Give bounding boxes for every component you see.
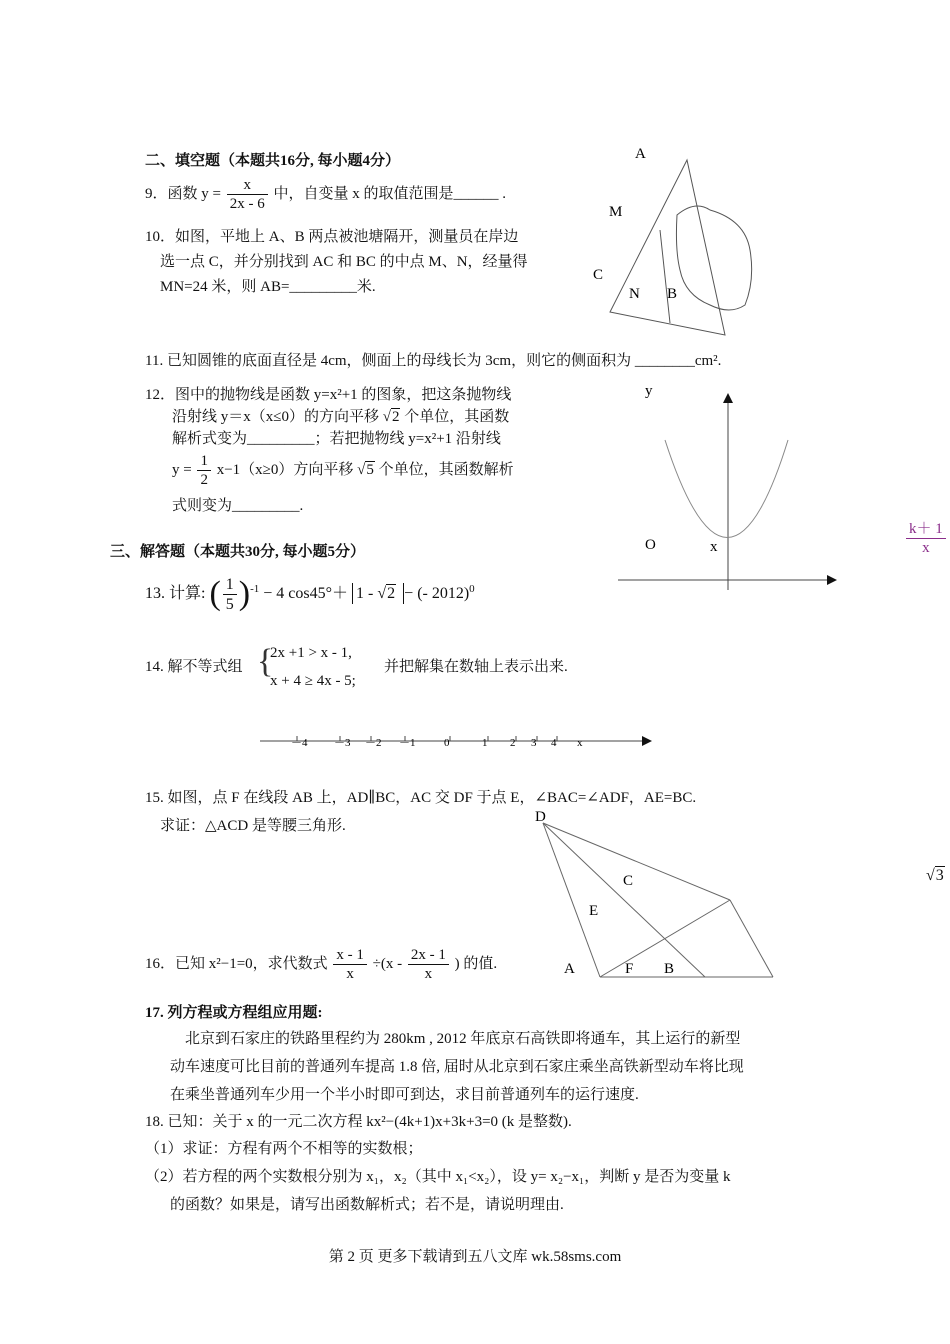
page-footer: 第 2 页 更多下载请到五八文库 wk.58sms.com [328,1249,622,1265]
graph-origin-label: O [645,537,656,553]
q18-line1: 18. 已知：关于 x 的一元二次方程 kx²−(4k+1)x+3k+3=0 (k 是整数). [145,1114,572,1130]
graph-x-label: x [710,539,718,555]
absolute-value: 1 - √2 [352,583,404,604]
number-line-tick-label: 4 [551,737,557,749]
number-line-tick-label: －2 [365,737,382,749]
question-13: 13. 计算: ( $\frac{1}{5}$ )$^{-1}$ − 4 cos45°＋ 1 - √2 − (- 2012)$^0$ [145,575,475,613]
number-line-tick-label: －3 [334,737,351,749]
q10-line1: 10．如图，平地上 A、B 两点被池塘隔开，测量员在岸边 [145,229,519,245]
number-line-ticks [291,736,583,749]
q10-line2: 选一点 C，并分别找到 AC 和 BC 的中点 M、N，经量得 [160,254,528,270]
triangle-abc [610,160,725,335]
segment-da [543,823,600,977]
number-line-tick-label: 0 [444,737,450,749]
q17-para1: 北京到石家庄的铁路里程约为 280km , 2012 年底京石高铁即将通车，其上运行的新型 [185,1031,741,1047]
pond-outline [676,206,751,310]
q12-line2: 沿射线 y＝x（x≤0）的方向平移 √2 个单位，其函数 [172,409,510,425]
q18-line3: （2）若方程的两个实数根分别为 x₁，x₂（其中 x₁<x₂），设 y= x₂−x₁，判断 y 是否为变量 k [145,1169,731,1185]
q15-line1: 15. 如图，点 F 在线段 AB 上，AD∥BC，AC 交 DF 于点 E，∠BAC=∠ADF，AE=BC. [145,790,697,806]
q17-para3: 在乘坐普通列车少用一个半小时即可到达，求目前普通列车的运行速度. [170,1087,639,1103]
q12-line3: 解析式变为_________；若把抛物线 y=x²+1 沿射线 [172,431,501,447]
q12-line1: 12．图中的抛物线是函数 y=x²+1 的图象，把这条抛物线 [145,387,512,403]
q14-inequality-1: 2x +1 > x - 1, [270,645,352,661]
q17-title: 17. 列方程或方程组应用题: [145,1005,323,1021]
q14-label: 14. 解不等式组 [145,659,243,675]
section2-heading: 二、填空题（本题共16分, 每小题4分） [145,153,401,169]
margin-sqrt: √3 [926,867,944,884]
parabola-graph [610,375,845,595]
segment-dc [543,823,730,900]
number-line-tick-label: －4 [291,737,308,749]
question-16: 16．已知 x²−1=0，求代数式 $\frac{x - 1}{x}$ ÷(x - $\frac{2x - 1}{x}$ ) 的值. [145,947,498,982]
q18-line4: 的函数？如果是，请写出函数解析式；若不是，请说明理由. [170,1197,564,1213]
q15-figure [525,805,785,985]
q14-instruction: 并把解集在数轴上表示出来. [384,659,568,675]
q9-fraction: $\frac{x}{2x - 6}$ [227,176,268,213]
parabola-curve [665,440,788,538]
graph-y-label: y [645,383,653,399]
number-line-tick-label: 3 [531,737,537,749]
label-e: E [589,903,599,919]
question-11: 11. 已知圆锥的底面直径是 4cm，侧面上的母线长为 3cm，则它的侧面积为 ________cm². [145,353,722,369]
q10-figure [585,140,765,340]
label-d: D [535,809,546,825]
point-a-label: A [635,146,646,162]
q12-line4: y = $\frac{1}{2}$ x−1（x≥0）方向平移 √5 个单位，其函数解析 [172,453,514,488]
margin-fraction: $\frac{k+ 1}{x}$ [904,520,948,557]
q10-line3: MN=24 米，则 AB=_________米. [160,279,376,295]
segment-mn [660,230,670,323]
q14-inequality-2: x + 4 ≥ 4x - 5; [270,673,356,689]
label-a: A [564,961,575,977]
point-n-label: N [629,286,640,302]
point-b-label: B [667,286,678,302]
sqrt-sign: √2 [382,409,400,425]
q15-line2: 求证：△ACD 是等腰三角形. [160,818,346,834]
label-b: B [664,961,675,977]
q17-para2: 动车速度可比目前的普通列车提高 1.8 倍, 届时从北京到石家庄乘坐高铁新型动车将比现 [170,1059,744,1075]
system-brace: { [257,643,274,680]
label-f: F [625,961,634,977]
question-9: 9．函数 y = $\frac{x}{2x - 6}$ 中，自变量 x 的取值范围是______ . [145,177,506,212]
number-line [255,726,660,756]
number-line-tick-label: 1 [482,737,488,749]
label-c: C [623,873,634,889]
number-line-tick-label: －1 [399,737,416,749]
number-line-tick-label: x [577,737,583,749]
segment-cb [730,900,773,977]
q18-line2: （1）求证：方程有两个不相等的实数根； [145,1141,423,1157]
section3-heading: 三、解答题（本题共30分, 每小题5分） [110,544,366,560]
q12-line5: 式则变为_________. [172,498,304,514]
point-m-label: M [609,204,623,220]
point-c-label: C [593,267,604,283]
number-line-tick-label: 2 [510,737,516,749]
segment-df [543,823,705,977]
